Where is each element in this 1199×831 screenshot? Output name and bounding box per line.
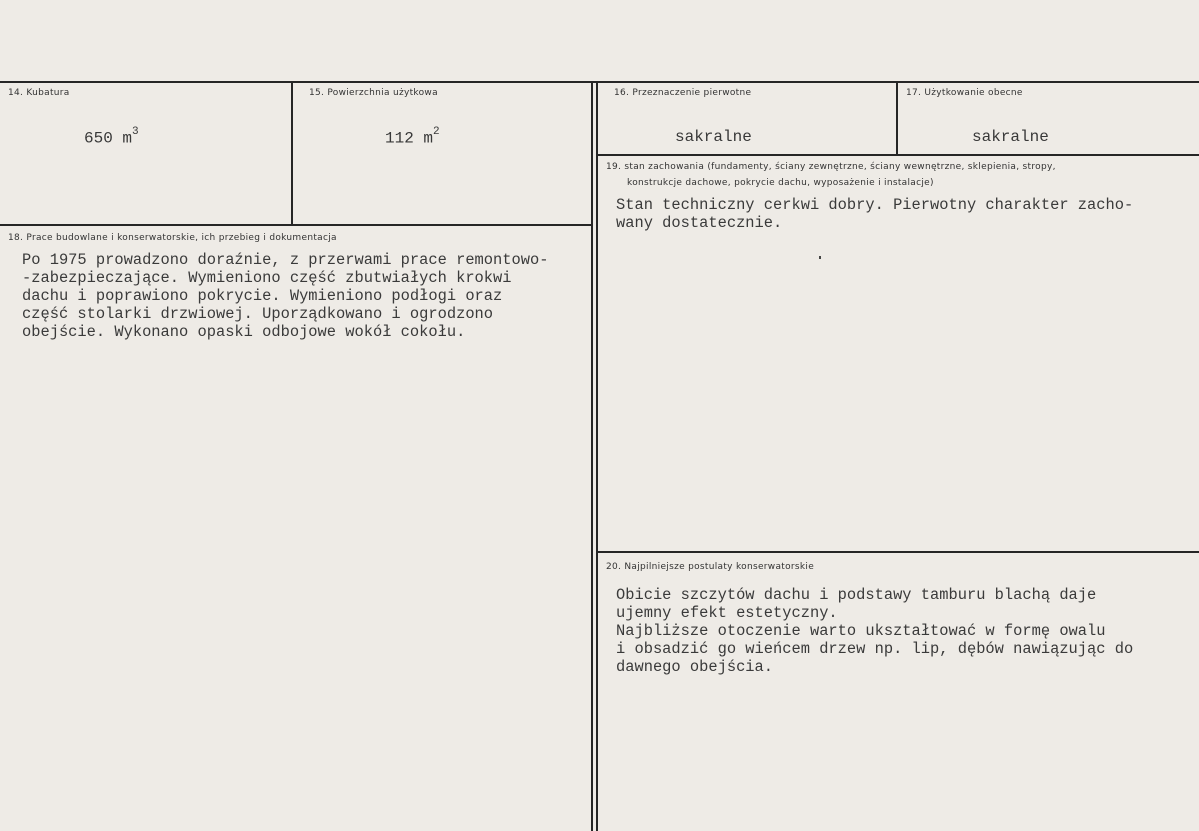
field-20-line: Obicie szczytów dachu i podstawy tamburu blachą daje [616,586,1097,604]
field-18-line: obejście. Wykonano opaski odbojowe wokół cokołu. [22,323,466,341]
field-17-value: sakralne [972,128,1049,146]
field-19-label-cont: konstrukcje dachowe, pokrycie dachu, wyposażenie i instalacje) [627,178,934,188]
field-14-value [84,128,139,147]
field-18-line: Po 1975 prowadzono doraźnie, z przerwami prace remontowo- [22,251,549,269]
top-rule [0,81,1199,83]
col-divider-main [591,81,593,831]
rule-below-16-17 [596,154,1199,156]
field-19-label: 19. stan zachowania (fundamenty, ściany zewnętrzne, ściany wewnętrzne, sklepienia, stropy, [606,162,1056,172]
field-20-line: i obsadzić go wieńcem drzew np. lip, dębów nawiązując do [616,640,1134,658]
rule-below-14-15 [0,224,592,226]
field-14-exponent: 3 [132,126,139,138]
field-17-label: 17. Użytkowanie obecne [906,88,1023,98]
field-15-number: 112 m [385,129,434,148]
field-15-value [385,128,440,147]
ink-speck [819,256,821,259]
divider-14-15 [291,81,293,226]
field-20-line: dawnego obejścia. [616,658,774,676]
right-inner-border [596,81,598,831]
field-18-line: -zabezpieczające. Wymieniono część zbutwiałych krokwi [22,269,512,287]
field-14-label: 14. Kubatura [8,88,70,98]
rule-above-20 [596,551,1199,553]
field-20-label: 20. Najpilniejsze postulaty konserwatorskie [606,562,815,572]
field-20-line: ujemny efekt estetyczny. [616,604,838,622]
field-18-line: dachu i poprawiono pokrycie. Wymieniono podłogi oraz [22,287,503,305]
field-20-line: Najbliższe otoczenie warto ukształtować w formę owalu [616,622,1106,640]
field-15-label: 15. Powierzchnia użytkowa [309,88,438,98]
field-19-line: wany dostatecznie. [616,214,783,232]
divider-16-17 [896,81,898,155]
field-16-value: sakralne [675,128,752,146]
field-14-number: 650 m [84,129,133,148]
field-16-label: 16. Przeznaczenie pierwotne [614,88,752,98]
field-19-line: Stan techniczny cerkwi dobry. Pierwotny charakter zacho- [616,196,1134,214]
field-18-line: część stolarki drzwiowej. Uporządkowano i ogrodzono [22,305,494,323]
field-18-label: 18. Prace budowlane i konserwatorskie, ich przebieg i dokumentacja [8,233,337,243]
field-15-exponent: 2 [433,126,440,138]
